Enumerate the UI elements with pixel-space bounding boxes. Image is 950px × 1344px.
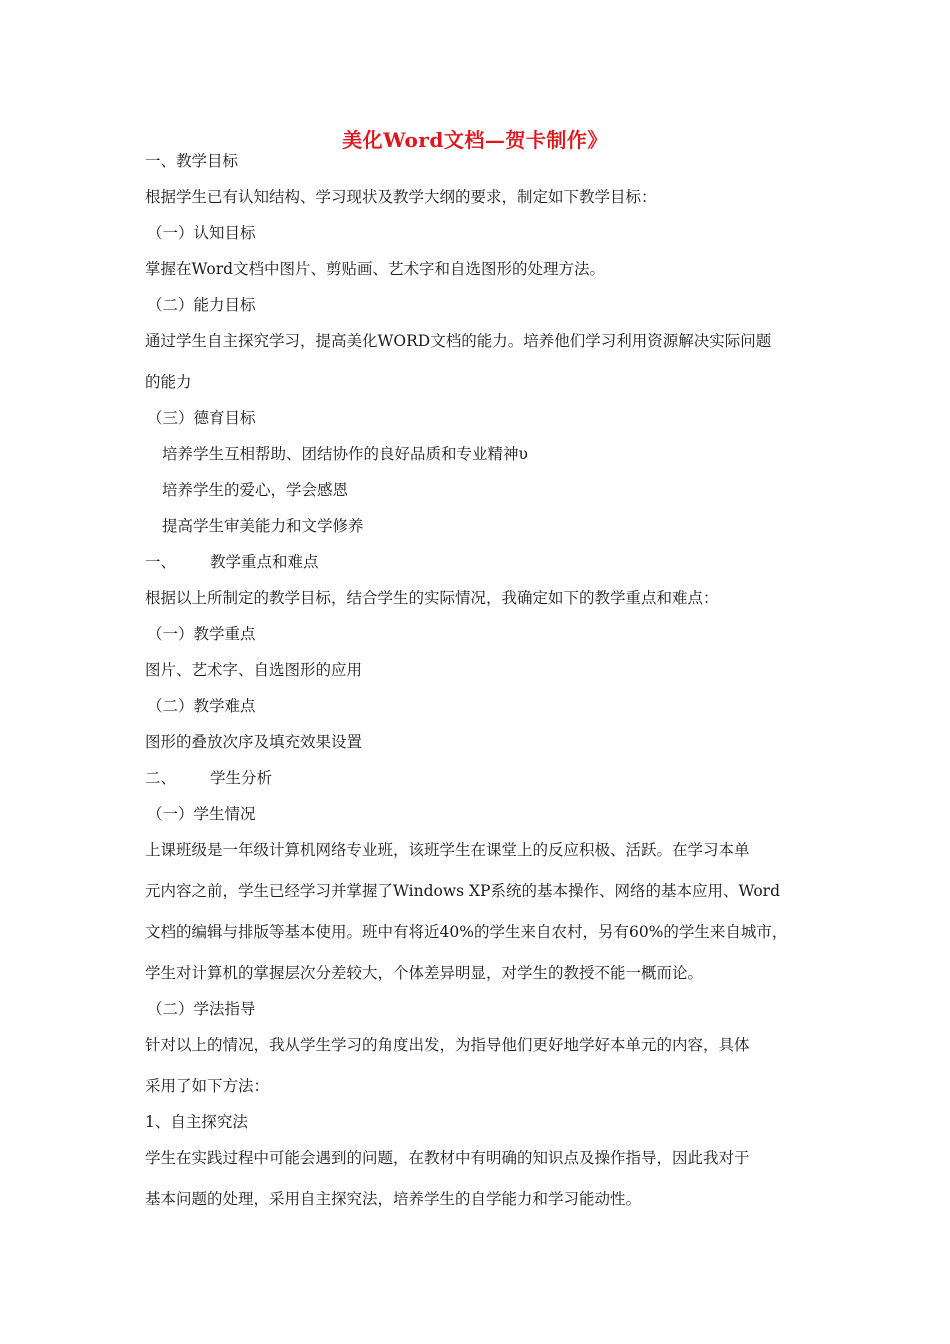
subheading-student-situation: （一）学生情况 <box>147 805 256 823</box>
subheading-self-exploration: 1、自主探究法 <box>145 1113 248 1131</box>
section-title: 教学重点和难点 <box>210 553 319 571</box>
section-title: 学生分析 <box>210 769 273 787</box>
paragraph-learning-guidance-line2: 采用了如下方法： <box>145 1077 270 1095</box>
paragraph-cognitive-goals: 掌握在Word文档中图片、剪贴画、艺术字和自选图形的处理方法。 <box>145 260 606 278</box>
document-title: 美化Word文档—贺卡制作》 <box>342 128 608 152</box>
paragraph-key-points-intro: 根据以上所制定的教学目标，结合学生的实际情况，我确定如下的教学重点和难点： <box>145 589 719 607</box>
subheading-cognitive-goals: （一）认知目标 <box>147 224 256 242</box>
section-number: 二、 <box>145 769 177 787</box>
paragraph-self-exploration-line2: 基本问题的处理，采用自主探究法，培养学生的自学能力和学习能动性。 <box>145 1190 642 1208</box>
moral-goal-item-2: 培养学生的爱心，学会感恩 <box>162 481 349 499</box>
paragraph-student-situation-line1: 上课班级是一年级计算机网络专业班，该班学生在课堂上的反应积极、活跃。在学习本单 <box>145 841 750 859</box>
paragraph-learning-guidance-line1: 针对以上的情况，我从学生学习的角度出发，为指导他们更好地学好本单元的内容，具体 <box>145 1036 750 1054</box>
section-heading-student-analysis <box>145 768 272 788</box>
paragraph-student-situation-line3: 文档的编辑与排版等基本使用。班中有将近40%的学生来自农村，另有60%的学生来自城市， <box>145 923 788 941</box>
subheading-learning-guidance: （二）学法指导 <box>147 1000 256 1018</box>
subheading-moral-goals: （三）德育目标 <box>147 409 256 427</box>
subheading-key-point: （一）教学重点 <box>147 625 256 643</box>
paragraph-goals-intro: 根据学生已有认知结构、学习现状及教学大纲的要求，制定如下教学目标： <box>145 188 657 206</box>
section-heading-teaching-goals: 一、教学目标 <box>145 152 239 170</box>
paragraph-self-exploration-line1: 学生在实践过程中可能会遇到的问题，在教材中有明确的知识点及操作指导，因此我对于 <box>145 1149 750 1167</box>
subheading-ability-goals: （二）能力目标 <box>147 296 256 314</box>
section-number: 一、 <box>145 553 177 571</box>
moral-goal-item-3: 提高学生审美能力和文学修养 <box>162 517 364 535</box>
paragraph-ability-goals-line1: 通过学生自主探究学习，提高美化WORD文档的能力。培养他们学习利用资源解决实际问题 <box>145 332 772 350</box>
paragraph-student-situation-line4: 学生对计算机的掌握层次分差较大，个体差异明显，对学生的教授不能一概而论。 <box>145 964 704 982</box>
paragraph-ability-goals-line2: 的能力 <box>145 373 192 391</box>
moral-goal-item-1: 培养学生互相帮助、团结协作的良好品质和专业精神υ <box>162 445 528 463</box>
section-heading-key-points <box>145 552 319 572</box>
paragraph-difficult-point: 图形的叠放次序及填充效果设置 <box>145 733 363 751</box>
paragraph-student-situation-line2: 元内容之前，学生已经学习并掌握了Windows XP系统的基本操作、网络的基本应用、Word <box>145 882 781 900</box>
subheading-difficult-point: （二）教学难点 <box>147 697 256 715</box>
paragraph-key-point: 图片、艺术字、自选图形的应用 <box>145 661 363 679</box>
